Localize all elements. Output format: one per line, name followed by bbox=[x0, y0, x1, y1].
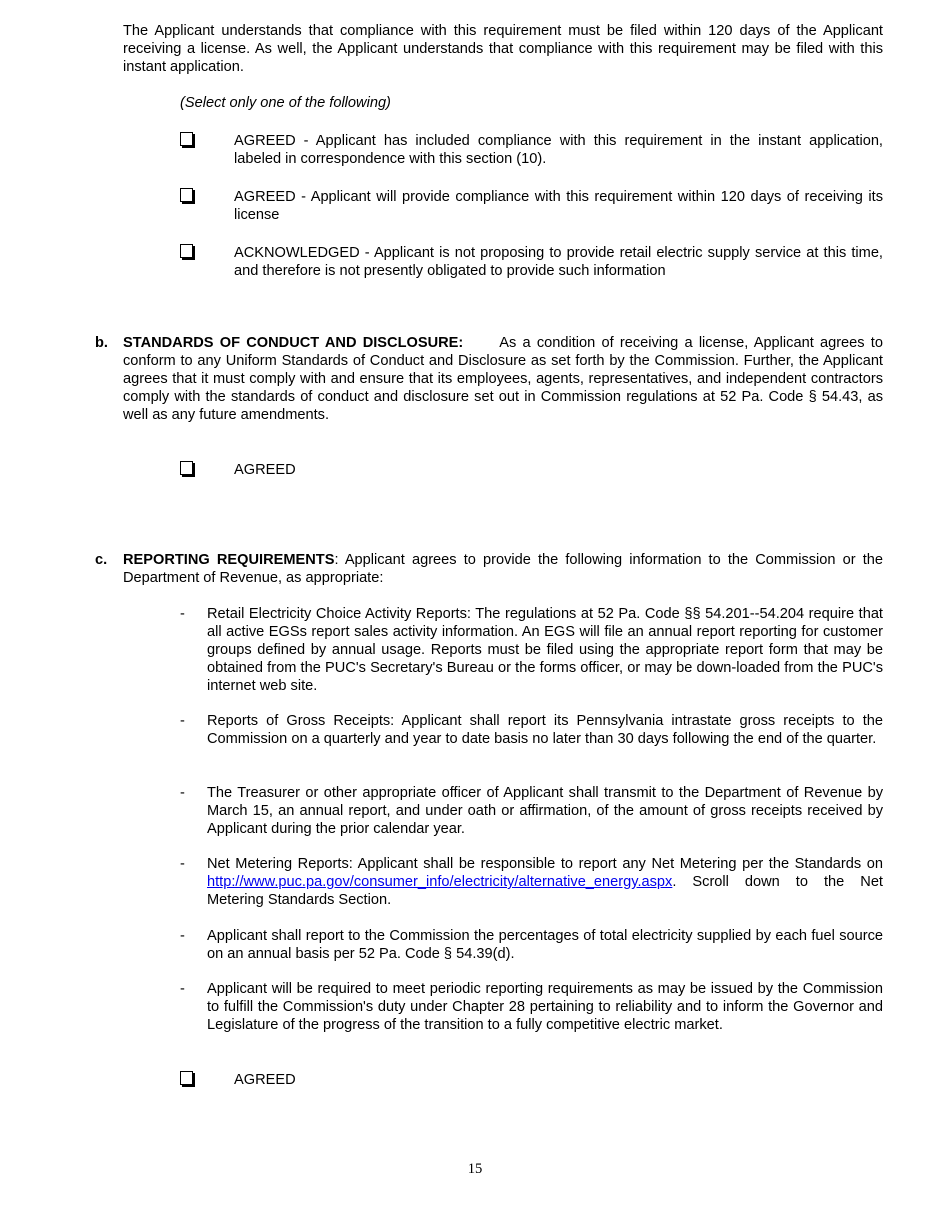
checkbox-icon[interactable] bbox=[180, 132, 193, 146]
section-c-paragraph bbox=[123, 551, 883, 587]
agreed-label: AGREED bbox=[234, 462, 296, 478]
section-c-letter: c. bbox=[95, 552, 108, 568]
bullet-gross-receipts: Reports of Gross Receipts: Applicant shall report its Pennsylvania intrastate gross receipts to the Commission on a quarterly and year to date basis no later than 30 days following the end of the quarter. bbox=[207, 713, 883, 747]
bullet-dash: - bbox=[180, 856, 185, 872]
bullet-dash: - bbox=[180, 928, 185, 944]
agreed-label: AGREED bbox=[234, 1072, 296, 1088]
option-label: AGREED - Applicant has included compliance with this requirement in the instant application, labeled in correspondence with this section (10). bbox=[234, 133, 883, 167]
checkbox-icon[interactable] bbox=[180, 244, 193, 258]
section-b-body: As a condition of receiving a license, Applicant agrees to conform to any Uniform Standards of Conduct and Disclosure as set forth by the Commission. Further, the Applicant agrees that it must comply with and ensure that its employees, agents, representatives, and independent contractors comply with the standards of conduct and disclosure set out in Commission regulations at 52 Pa. Code § 54.43, as well as any future amendments. bbox=[123, 335, 883, 423]
section-c-intro: : Applicant agrees to provide the following information to the Commission or the Department of Revenue, as appropriate: bbox=[123, 552, 883, 586]
option-label: AGREED - Applicant will provide compliance with this requirement within 120 days of receiving its license bbox=[234, 189, 883, 223]
section-b-heading: STANDARDS OF CONDUCT AND DISCLOSURE: bbox=[123, 335, 464, 351]
checkbox-icon[interactable] bbox=[180, 1071, 193, 1085]
page-number: 15 bbox=[467, 1161, 483, 1177]
bullet-net-metering bbox=[207, 855, 883, 909]
bullet-fuel-source: Applicant shall report to the Commission the percentages of total electricity supplied by each fuel source on an annual basis per 52 Pa. Code § 54.39(d). bbox=[207, 928, 883, 962]
bullet-treasurer: The Treasurer or other appropriate officer of Applicant shall transmit to the Department of Revenue by March 15, an annual report, and under oath or affirmation, of the amount of gross receipts received by Applicant during the prior calendar year. bbox=[207, 785, 883, 837]
bullet-dash: - bbox=[180, 606, 185, 622]
checkbox-icon[interactable] bbox=[180, 461, 193, 475]
bullet-dash: - bbox=[180, 785, 185, 801]
net-metering-prefix: Net Metering Reports: Applicant shall be responsible to report any Net Metering per the Standards on bbox=[207, 856, 883, 872]
section-b-paragraph bbox=[123, 334, 883, 424]
checkbox-icon[interactable] bbox=[180, 188, 193, 202]
bullet-periodic-reporting: Applicant will be required to meet periodic reporting requirements as may be issued by the Commission to fulfill the Commission's duty under Chapter 28 pertaining to reliability and to inform the Governor and Legislature of the progress of the transition to a fully competitive electric market. bbox=[207, 981, 883, 1033]
alternative-energy-link[interactable]: http://www.puc.pa.gov/consumer_info/electricity/alternative_energy.aspx bbox=[207, 874, 673, 890]
bullet-dash: - bbox=[180, 713, 185, 729]
net-metering-suffix: . Scroll down to the Net Metering Standards Section. bbox=[207, 874, 883, 908]
intro-paragraph: The Applicant understands that compliance with this requirement must be filed within 120 days of the Applicant receiving a license. As well, the Applicant understands that compliance with this requirement may be filed with this instant application. bbox=[123, 23, 883, 75]
select-instruction: (Select only one of the following) bbox=[180, 95, 391, 111]
bullet-activity-reports: Retail Electricity Choice Activity Reports: The regulations at 52 Pa. Code §§ 54.201--54.204 require that all active EGSs report sales activity information. An EGS will file an annual report reporting for customer groups defined by annual usage. Reports must be filed using the appropriate report form that may be obtained from the PUC's Secretary's Bureau or the forms officer, or may be down-loaded from the PUC's internet web site. bbox=[207, 606, 883, 694]
section-c-heading: REPORTING REQUIREMENTS bbox=[123, 552, 335, 568]
option-label: ACKNOWLEDGED - Applicant is not proposing to provide retail electric supply service at this time, and therefore is not presently obligated to provide such information bbox=[234, 245, 883, 279]
section-b-letter: b. bbox=[95, 335, 108, 351]
bullet-dash: - bbox=[180, 981, 185, 997]
